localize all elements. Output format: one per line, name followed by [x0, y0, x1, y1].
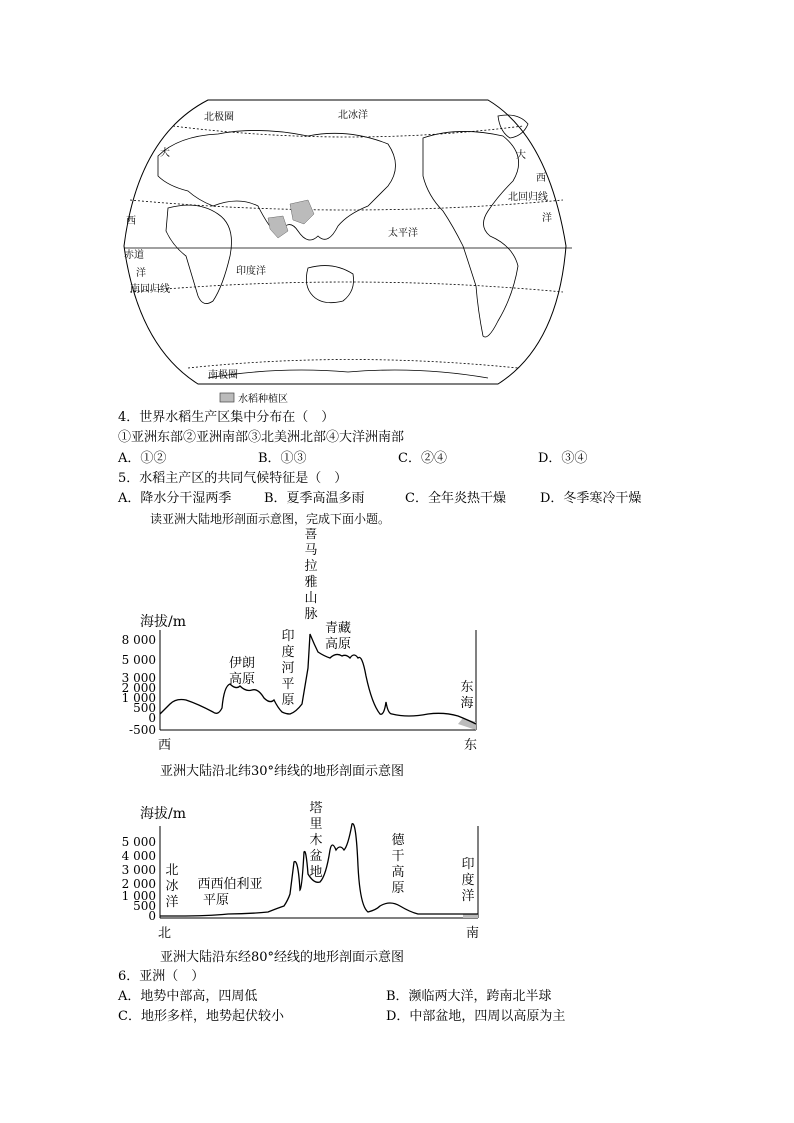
- p2-tarim-5: 地: [309, 865, 323, 880]
- q5-option-d[interactable]: D．冬季寒冷干燥: [540, 491, 642, 506]
- p1-indus-5: 原: [281, 693, 295, 708]
- q6-option-d[interactable]: D．中部盆地，四周以高原为主: [386, 1009, 566, 1024]
- p1-indus-4: 平: [281, 677, 295, 692]
- p2-south: 南: [466, 926, 480, 941]
- q6-option-a[interactable]: A．地势中部高，四周低: [118, 989, 258, 1004]
- q4-items: ①亚洲东部②亚洲南部③北美洲北部④大洋洲南部: [118, 430, 405, 445]
- p2-tick-2000: 2 000: [121, 877, 156, 891]
- p2-tick-1000: 1 000: [121, 889, 156, 903]
- p2-tick-0: 0: [148, 909, 156, 923]
- p2-deccan-1: 德: [391, 833, 405, 848]
- legend-swatch: [220, 393, 234, 402]
- p1-indus-1: 印: [281, 629, 295, 644]
- world-map: [118, 96, 578, 408]
- label-atlantic-right-1: 大: [516, 150, 526, 161]
- label-arctic-circle: 北极圈: [204, 112, 234, 123]
- legend-label: 水稻种植区: [238, 394, 288, 405]
- p2-tarim-1: 塔: [309, 801, 323, 816]
- p1-east-sea-2: 海: [460, 696, 474, 711]
- p1-caption: 亚洲大陆沿北纬30°纬线的地形剖面示意图: [160, 764, 405, 779]
- p2-tarim-3: 木: [309, 833, 323, 848]
- label-pacific: 太平洋: [388, 228, 418, 239]
- p1-terrain-line: [160, 634, 476, 724]
- label-arctic-ocean: 北冰洋: [338, 110, 368, 121]
- p2-ylabel: 海拔/m: [140, 806, 186, 822]
- label-tropic-cancer: 北回归线: [508, 192, 548, 203]
- p1-tick-3000: 3 000: [121, 671, 156, 685]
- p2-indian-1: 印: [461, 857, 475, 872]
- q4-option-b[interactable]: B．①③: [258, 451, 307, 466]
- p2-arctic-1: 北: [165, 863, 179, 878]
- p1-tick-500: 500: [133, 701, 156, 715]
- q4-option-a[interactable]: A．①②: [118, 451, 167, 466]
- p1-iran-2: 高原: [228, 672, 256, 687]
- label-tropic-capricorn: 南回归线: [130, 284, 170, 295]
- p2-tick-5000: 5 000: [121, 835, 156, 849]
- p2-indian-3: 洋: [461, 889, 475, 904]
- p2-deccan-4: 原: [391, 881, 405, 896]
- p1-tibet-1: 青藏: [324, 621, 352, 636]
- p1-west: 西: [158, 738, 172, 750]
- p2-tick-3000: 3 000: [121, 863, 156, 877]
- p1-ylabel: 海拔/m: [140, 614, 186, 630]
- p1-himalaya-2: 马: [304, 543, 318, 558]
- p1-tick-5000: 5 000: [121, 653, 156, 667]
- p2-tick-4000: 4 000: [121, 849, 156, 863]
- p2-arctic-2: 冰: [165, 879, 179, 894]
- label-atlantic-left-3: 洋: [136, 268, 146, 279]
- q5-option-b[interactable]: B．夏季高温多雨: [264, 491, 365, 506]
- p1-east-sea-1: 东: [460, 680, 474, 695]
- p1-tick-1000: 1 000: [121, 691, 156, 705]
- label-indian-ocean: 印度洋: [236, 266, 266, 277]
- p1-indus-3: 河: [281, 661, 295, 676]
- p1-east: 东: [464, 738, 478, 750]
- p1-himalaya-5: 山: [304, 591, 318, 606]
- label-atlantic-left-1: 大: [160, 148, 170, 159]
- q4-option-d[interactable]: D．③④: [538, 451, 588, 466]
- p1-himalaya-3: 拉: [304, 559, 318, 574]
- p1-himalaya-4: 雅: [304, 575, 318, 590]
- q6-option-c[interactable]: C．地形多样，地势起伏较小: [118, 1009, 284, 1024]
- q5-stem: 5．水稻主产区的共同气候特征是（ ）: [118, 471, 348, 486]
- p1-tick-neg500: -500: [129, 723, 156, 737]
- map-frame: [124, 100, 566, 384]
- p1-tibet-2: 高原: [324, 637, 352, 652]
- label-atlantic-right-2: 西: [536, 173, 546, 184]
- p1-tick-0: 0: [148, 711, 156, 725]
- p2-caption: 亚洲大陆沿东经80°经线的地形剖面示意图: [160, 950, 405, 965]
- q6-stem: 6．亚洲（ ）: [118, 969, 205, 984]
- p1-iran-1: 伊朗: [228, 656, 256, 671]
- q4-option-c[interactable]: C．②④: [398, 451, 447, 466]
- label-atlantic-left-2: 西: [126, 216, 136, 227]
- profile-30n: [118, 528, 498, 750]
- p2-north: 北: [158, 926, 172, 941]
- p2-tarim-2: 里: [309, 817, 323, 832]
- label-atlantic-right-3: 洋: [542, 213, 552, 224]
- profile-80e: [118, 796, 498, 944]
- p2-tick-500: 500: [133, 899, 156, 913]
- p2-siberia-1: 西西伯利亚: [197, 877, 263, 892]
- label-antarctic-circle: 南极圈: [208, 370, 238, 381]
- q6-option-b[interactable]: B．濒临两大洋，跨南北半球: [386, 989, 552, 1004]
- q5-option-a[interactable]: A．降水分干湿两季: [118, 491, 232, 506]
- p1-himalaya-6: 脉: [304, 607, 318, 622]
- p2-siberia-2: 平原: [202, 893, 230, 908]
- p1-tick-2000: 2 000: [121, 681, 156, 695]
- q5-option-c[interactable]: C．全年炎热干燥: [405, 491, 506, 506]
- p1-himalaya-1: 喜: [304, 528, 318, 542]
- p2-tarim-4: 盆: [309, 849, 323, 864]
- q4-stem: 4．世界水稻生产区集中分布在（ ）: [118, 410, 335, 425]
- p2-deccan-3: 高: [391, 865, 405, 880]
- p1-indus-2: 度: [281, 645, 295, 660]
- label-equator: 赤道: [124, 250, 144, 261]
- intro-text: 读亚洲大陆地形剖面示意图，完成下面小题。: [150, 512, 391, 526]
- p2-indian-2: 度: [461, 873, 475, 888]
- p2-arctic-3: 洋: [165, 895, 179, 910]
- p1-tick-8000: 8 000: [121, 633, 156, 647]
- p2-deccan-2: 干: [391, 849, 405, 864]
